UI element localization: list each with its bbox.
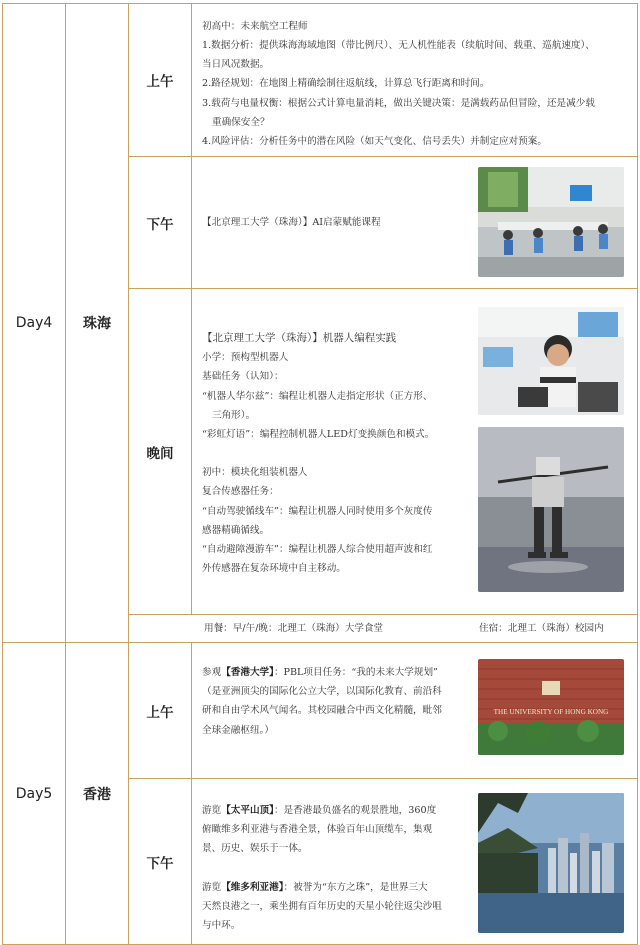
day4-morning-period: 上午 (129, 4, 192, 157)
text-line: 小学：预构型机器人 (202, 352, 289, 364)
classroom-photo (478, 167, 624, 277)
hongkong-skyline-photo (478, 793, 624, 933)
text-line: 基础任务（认知）： (202, 371, 284, 383)
harbour-rest: ：被誉为“东方之珠”，是世界三大 (283, 881, 428, 893)
hku-photo (478, 659, 624, 755)
text-line: 全球金融枢纽。） (202, 724, 274, 736)
text-line: “自动驾驶循线车”：编程让机器人同时使用多个灰度传 (202, 505, 433, 517)
text-line (202, 444, 434, 463)
humanoid-robot-photo (478, 427, 624, 592)
text-line: 当日风况数据。 (202, 59, 270, 71)
text-line: 2.路径规划：在地图上精确绘制往返航线，计算总飞行距离和时间。 (202, 78, 490, 90)
day4-label: Day4 (3, 4, 66, 643)
text-line: 1.数据分析：提供珠海海域地图（带比例尺）、无人机性能表（续航时间、载重、巡航速度）、 (202, 39, 595, 51)
text-line: 外传感器在复杂环境中自主移动。 (202, 563, 346, 575)
day5-label: Day5 (3, 643, 66, 945)
text-line: 三角形）。 (212, 409, 256, 421)
text-line: “机器人华尔兹”：编程让机器人走指定形状（正方形、 (202, 390, 433, 402)
day4-evening-period: 晚间 (129, 289, 192, 615)
text-line: 感器精确循线。 (202, 524, 270, 536)
text-line: 初中：模块化组装机器人 (202, 467, 308, 479)
text-line: 研和自由学术风气闻名。其校园融合中西文化精髓，毗邻 (202, 705, 442, 717)
itinerary-table (2, 3, 638, 945)
hku-sign-text: THE UNIVERSITY OF HONG KONG (493, 708, 609, 716)
day5-city: 香港 (66, 643, 129, 945)
harbour-prefix: 游览 (202, 881, 222, 893)
text-line: 复合传感器任务： (202, 486, 279, 498)
day5-morning-period: 上午 (129, 643, 192, 779)
evening-title: 【北京理工大学（珠海）】机器人编程实践 (202, 332, 397, 344)
day4-afternoon-period: 下午 (129, 157, 192, 289)
text-line: 俯瞰维多利亚港与香港全景，体验百年山顶缆车，集观 (202, 824, 433, 836)
day4-afternoon-content (192, 157, 638, 289)
lodging-text: 住宿：北理工（珠海）校园内 (479, 623, 604, 634)
course-title: 【北京理工大学（珠海）】AI启蒙赋能课程 (202, 217, 381, 228)
text-line: 与中环。 (202, 920, 241, 932)
day5-afternoon-content (192, 779, 638, 945)
text-line: 3.载荷与电量权衡：根据公式计算电量消耗，做出关键决策：是满载药品但冒险，还是减少载 (202, 97, 595, 109)
meals-text: 用餐：早/午/晚：北理工（珠海）大学食堂 (204, 623, 384, 634)
harbour-name: 【维多利亚港】 (221, 881, 284, 893)
visit-prefix: 参观 (202, 667, 222, 678)
text-line: 景、历史、娱乐于一体。 (202, 843, 308, 855)
text-line: “自动避障漫游车”：编程让机器人综合使用超声波和红 (202, 544, 433, 556)
day5-afternoon-period: 下午 (129, 779, 192, 945)
robot-kid-photo (478, 307, 624, 415)
day4-evening-content (192, 289, 638, 615)
peak-rest: ：是香港最负盛名的观景胜地，360度 (273, 805, 437, 816)
text-line: “彩虹灯语”：编程控制机器人LED灯变换颜色和模式。 (202, 429, 435, 441)
visit-rest: ：PBL项目任务：“我的未来大学规划” (273, 667, 438, 678)
day4-morning-content (192, 4, 638, 157)
text-line: 4.风险评估：分析任务中的潜在风险（如天气变化、信号丢失）并制定应对预案。 (202, 136, 547, 147)
text-line: 重确保安全？ (212, 116, 270, 128)
day5-morning-content (192, 643, 638, 779)
text-line: （是亚洲顶尖的国际化公立大学，以国际化教育、前沿科 (202, 686, 442, 698)
peak-prefix: 游览 (202, 805, 222, 816)
text-line: 天然良港之一，乘坐拥有百年历史的天星小轮往返尖沙咀 (202, 900, 442, 912)
text-line: 初高中：未来航空工程师 (202, 20, 308, 32)
peak-name: 【太平山顶】 (221, 805, 274, 816)
day4-footer (129, 615, 638, 643)
day4-city: 珠海 (66, 4, 129, 643)
visit-name: 【香港大学】 (221, 667, 274, 678)
